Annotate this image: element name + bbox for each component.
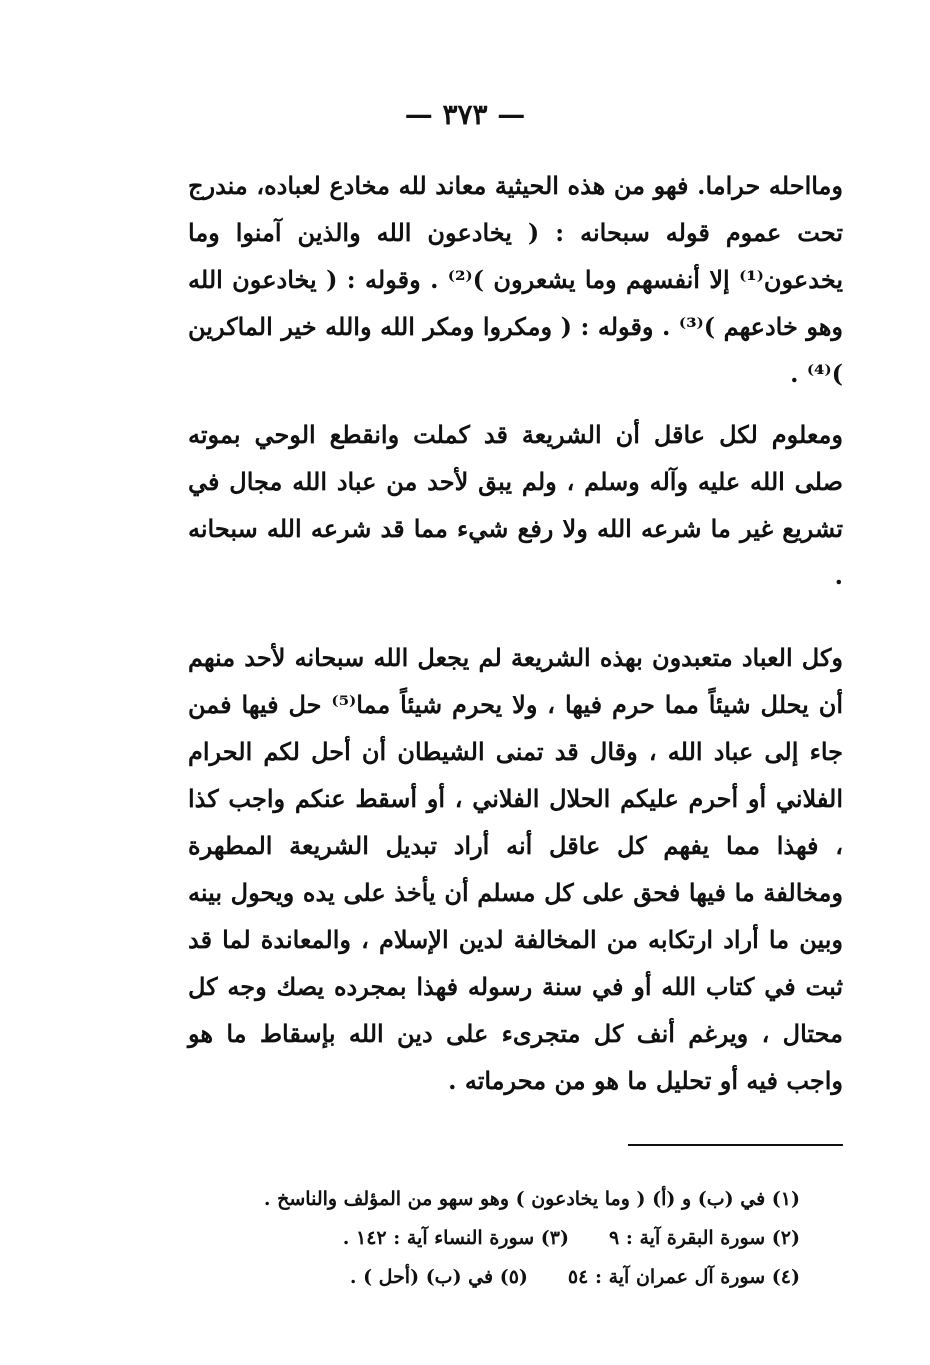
paragraph-1: ومااحله حراما. فهو من هذه الحيثية معاند لله مخادع لعباده، مندرج تحت عموم قوله سبحانه : ( يخادعون الله والذين آمنوا وما يخدعون⁽¹⁾ إلا أنفسهم وما يشعرون )⁽²⁾ . وقوله : ( يخادعون الله وهو خادعهم )⁽³⁾ . وقوله : ( ومكروا ومكر الله والله خير الماكرين )⁽⁴⁾ . <box>188 171 843 388</box>
paragraph-3: وكل العباد متعبدون بهذه الشريعة لم يجعل الله سبحانه لأحد منهم أن يحلل شيئاً مما حرم فيها ، ولا يحرم شيئاً مما⁽⁵⁾ حل فيها فمن جاء إلى عباد الله ، وقال قد تمنى الشيطان أن أحل لكم الحرام الفلاني أو أحرم عليكم الحلال الفلاني ، أو أسقط عنكم واجب كذا ، فهذا مما يفهم كل عاقل أنه أراد تبديل الشريعة المطهرة ومخالفة ما فيها فحق على كل مسلم أن يأخذ على يده ويحول بينه وبين ما أراد ارتكابه من المخالفة لدين الإسلام ، والمعاندة لما قد ثبت في كتاب الله أو في سنة رسوله فهذا بمجرده يصك وجه كل محتال ، ويرغم أنف كل متجرىء على دين الله بإسقاط ما هو واجب فيه أو تحليل ما هو من محرماته . <box>188 643 843 1095</box>
footnote-line-1 <box>250 1180 800 1219</box>
footnote-line-3 <box>250 1258 800 1297</box>
footnotes <box>250 1180 800 1297</box>
footnote-divider <box>628 1144 843 1146</box>
paragraph-2: ومعلوم لكل عاقل أن الشريعة قد كملت وانقطع الوحي بموته صلى الله عليه وآله وسلم ، ولم يبق لأحد من عباد الله مجال في تشريع غير ما شرعه الله ولا رفع شيء مما قد شرعه الله سبحانه . <box>188 420 843 590</box>
footnote-4: (٤) سورة آل عمران آية : ٥٤ <box>567 1266 800 1288</box>
footnote-line-2 <box>250 1219 800 1258</box>
page-number: — ٣٧٣ — <box>404 98 526 131</box>
footnote-5: (٥) في (ب) (أحل ) . <box>349 1266 528 1288</box>
footnote-3: (٣) سورة النساء آية : ١٤٢ . <box>342 1227 570 1249</box>
main-text <box>188 162 843 1104</box>
footnote-2: (٢) سورة البقرة آية : ٩ <box>609 1227 800 1249</box>
footnote-1: (١) في (ب) و (أ) ( وما يخادعون ) وهو سهو من المؤلف والناسخ . <box>263 1188 800 1210</box>
